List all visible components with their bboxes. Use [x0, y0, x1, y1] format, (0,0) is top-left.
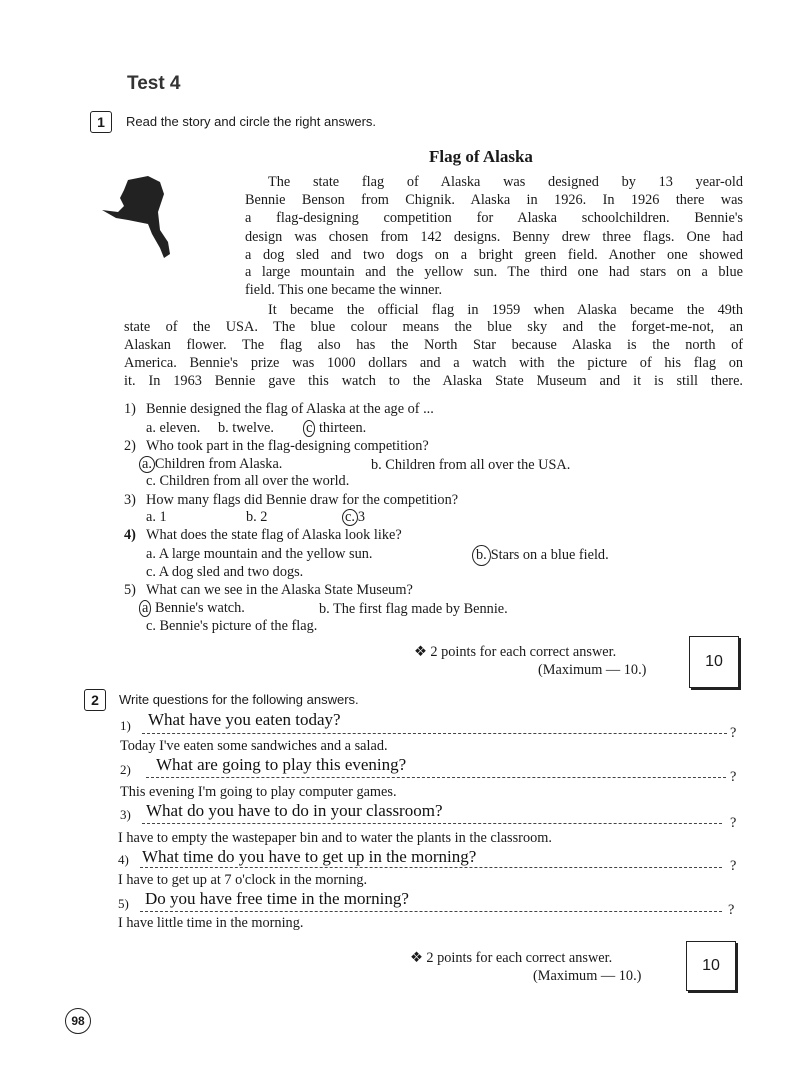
points-text: 2 points for each correct answer. [426, 950, 613, 966]
question-mark: ? [730, 769, 737, 785]
question-number: 5) [124, 582, 136, 598]
item-number: 3) [120, 807, 131, 822]
option-a: a. 1 [146, 509, 167, 525]
points-note [414, 643, 616, 661]
answer-line [142, 823, 722, 824]
option-b[interactable] [472, 545, 609, 566]
story-line: state of the USA. The blue colour means the blue sky and the forget-me-not, an [124, 319, 743, 335]
option-text: Children from Alaska. [154, 456, 283, 472]
written-question: What time do you have to get up in the morning? [142, 847, 477, 866]
story-line: It became the official flag in 1959 when Alaska became the 49th [268, 302, 743, 318]
option-a[interactable] [139, 599, 245, 617]
story-line: Alaskan flower. The flag also has the North Star because Alaska is the north of [124, 337, 743, 353]
question-text: How many flags did Bennie draw for the competition? [146, 492, 459, 508]
question-number: 4) [124, 527, 136, 543]
bullet-icon: ❖ [414, 644, 427, 660]
given-answer: This evening I'm going to play computer games. [120, 784, 397, 800]
story-line: a dog sled and two dogs on a bright green field. Another one showed [245, 247, 743, 263]
option-a[interactable] [139, 455, 282, 473]
circled-answer: c [303, 420, 315, 437]
bullet-icon: ❖ [410, 950, 423, 966]
story-line: Bennie Benson from Chignik. Alaska in 1926. In 1926 there was [245, 192, 743, 208]
story-line: The state flag of Alaska was designed by 13 year-old [268, 174, 743, 190]
question-mark: ? [730, 815, 737, 831]
written-question: Do you have free time in the morning? [145, 889, 409, 908]
item-number: 2) [120, 762, 131, 777]
maximum-note: (Maximum — 10.) [538, 662, 647, 678]
given-answer: I have to empty the wastepaper bin and to water the plants in the classroom. [118, 830, 552, 846]
task-2-instruction: Write questions for the following answers. [119, 692, 359, 707]
story-line: design was chosen from 142 designs. Benny drew three flags. One had [245, 229, 743, 245]
option-text: Bennie's watch. [154, 600, 245, 616]
option-c[interactable] [342, 508, 365, 526]
question-text: What can we see in the Alaska State Museum? [146, 582, 413, 598]
answer-line [142, 733, 727, 734]
alaska-map-image [98, 172, 228, 272]
question-text: Who took part in the flag-designing competition? [146, 438, 429, 454]
question-mark: ? [730, 858, 737, 874]
score-box: 10 [689, 636, 739, 688]
item-number: 4) [118, 852, 129, 867]
question-mark: ? [728, 902, 735, 918]
answer-line [146, 777, 726, 778]
circled-answer: b. [472, 545, 491, 566]
option-b: b. twelve. [218, 420, 274, 436]
question-number: 1) [124, 401, 136, 417]
score-box: 10 [686, 941, 736, 991]
option-c: c. Children from all over the world. [146, 473, 350, 489]
given-answer: I have to get up at 7 o'clock in the morning. [118, 872, 368, 888]
story-line: a flag-designing competition for Alaska schoolchildren. Bennie's [245, 210, 743, 226]
points-text: 2 points for each correct answer. [430, 644, 617, 660]
option-c: c. A dog sled and two dogs. [146, 564, 304, 580]
circled-answer: c. [342, 509, 358, 526]
answer-line [140, 911, 722, 912]
circled-answer: a. [139, 456, 155, 473]
option-text: 3 [357, 509, 366, 525]
option-text: Stars on a blue field. [490, 547, 609, 563]
option-c[interactable] [303, 419, 366, 437]
answer-line [140, 867, 722, 868]
task-1-number: 1 [90, 111, 112, 133]
given-answer: I have little time in the morning. [118, 915, 304, 931]
test-title: Test 4 [127, 73, 181, 94]
option-c: c. Bennie's picture of the flag. [146, 618, 318, 634]
question-mark: ? [730, 725, 737, 741]
option-text: thirteen. [318, 420, 367, 436]
maximum-note: (Maximum — 10.) [533, 968, 642, 984]
option-a: a. eleven. [146, 420, 201, 436]
written-question: What are going to play this evening? [156, 755, 407, 774]
item-number: 5) [118, 896, 129, 911]
task-2-number: 2 [84, 689, 106, 711]
item-number: 1) [120, 718, 131, 733]
question-text: What does the state flag of Alaska look like? [146, 527, 402, 543]
question-number: 2) [124, 438, 136, 454]
story-line: a large mountain and the yellow sun. The third one had stars on a blue [245, 264, 743, 280]
question-text: Bennie designed the flag of Alaska at the age of ... [146, 401, 434, 417]
task-1-instruction: Read the story and circle the right answers. [126, 114, 377, 129]
story-line: field. This one became the winner. [245, 282, 443, 298]
written-question: What have you eaten today? [148, 710, 341, 729]
option-b: b. Children from all over the USA. [371, 457, 571, 473]
page-number: 98 [65, 1008, 91, 1034]
question-number: 3) [124, 492, 136, 508]
option-b: b. The first flag made by Bennie. [319, 601, 508, 617]
written-question: What do you have to do in your classroom? [146, 801, 443, 820]
option-b: b. 2 [246, 509, 268, 525]
story-line: it. In 1963 Bennie gave this watch to the Alaska State Museum and it is still there. [124, 373, 743, 389]
story-title: Flag of Alaska [429, 147, 533, 166]
story-line: America. Bennie's prize was 1000 dollars and a watch with the picture of his flag on [124, 355, 743, 371]
circled-answer: a [139, 600, 151, 617]
points-note [410, 949, 612, 967]
option-a: a. A large mountain and the yellow sun. [146, 546, 373, 562]
given-answer: Today I've eaten some sandwiches and a salad. [120, 738, 388, 754]
